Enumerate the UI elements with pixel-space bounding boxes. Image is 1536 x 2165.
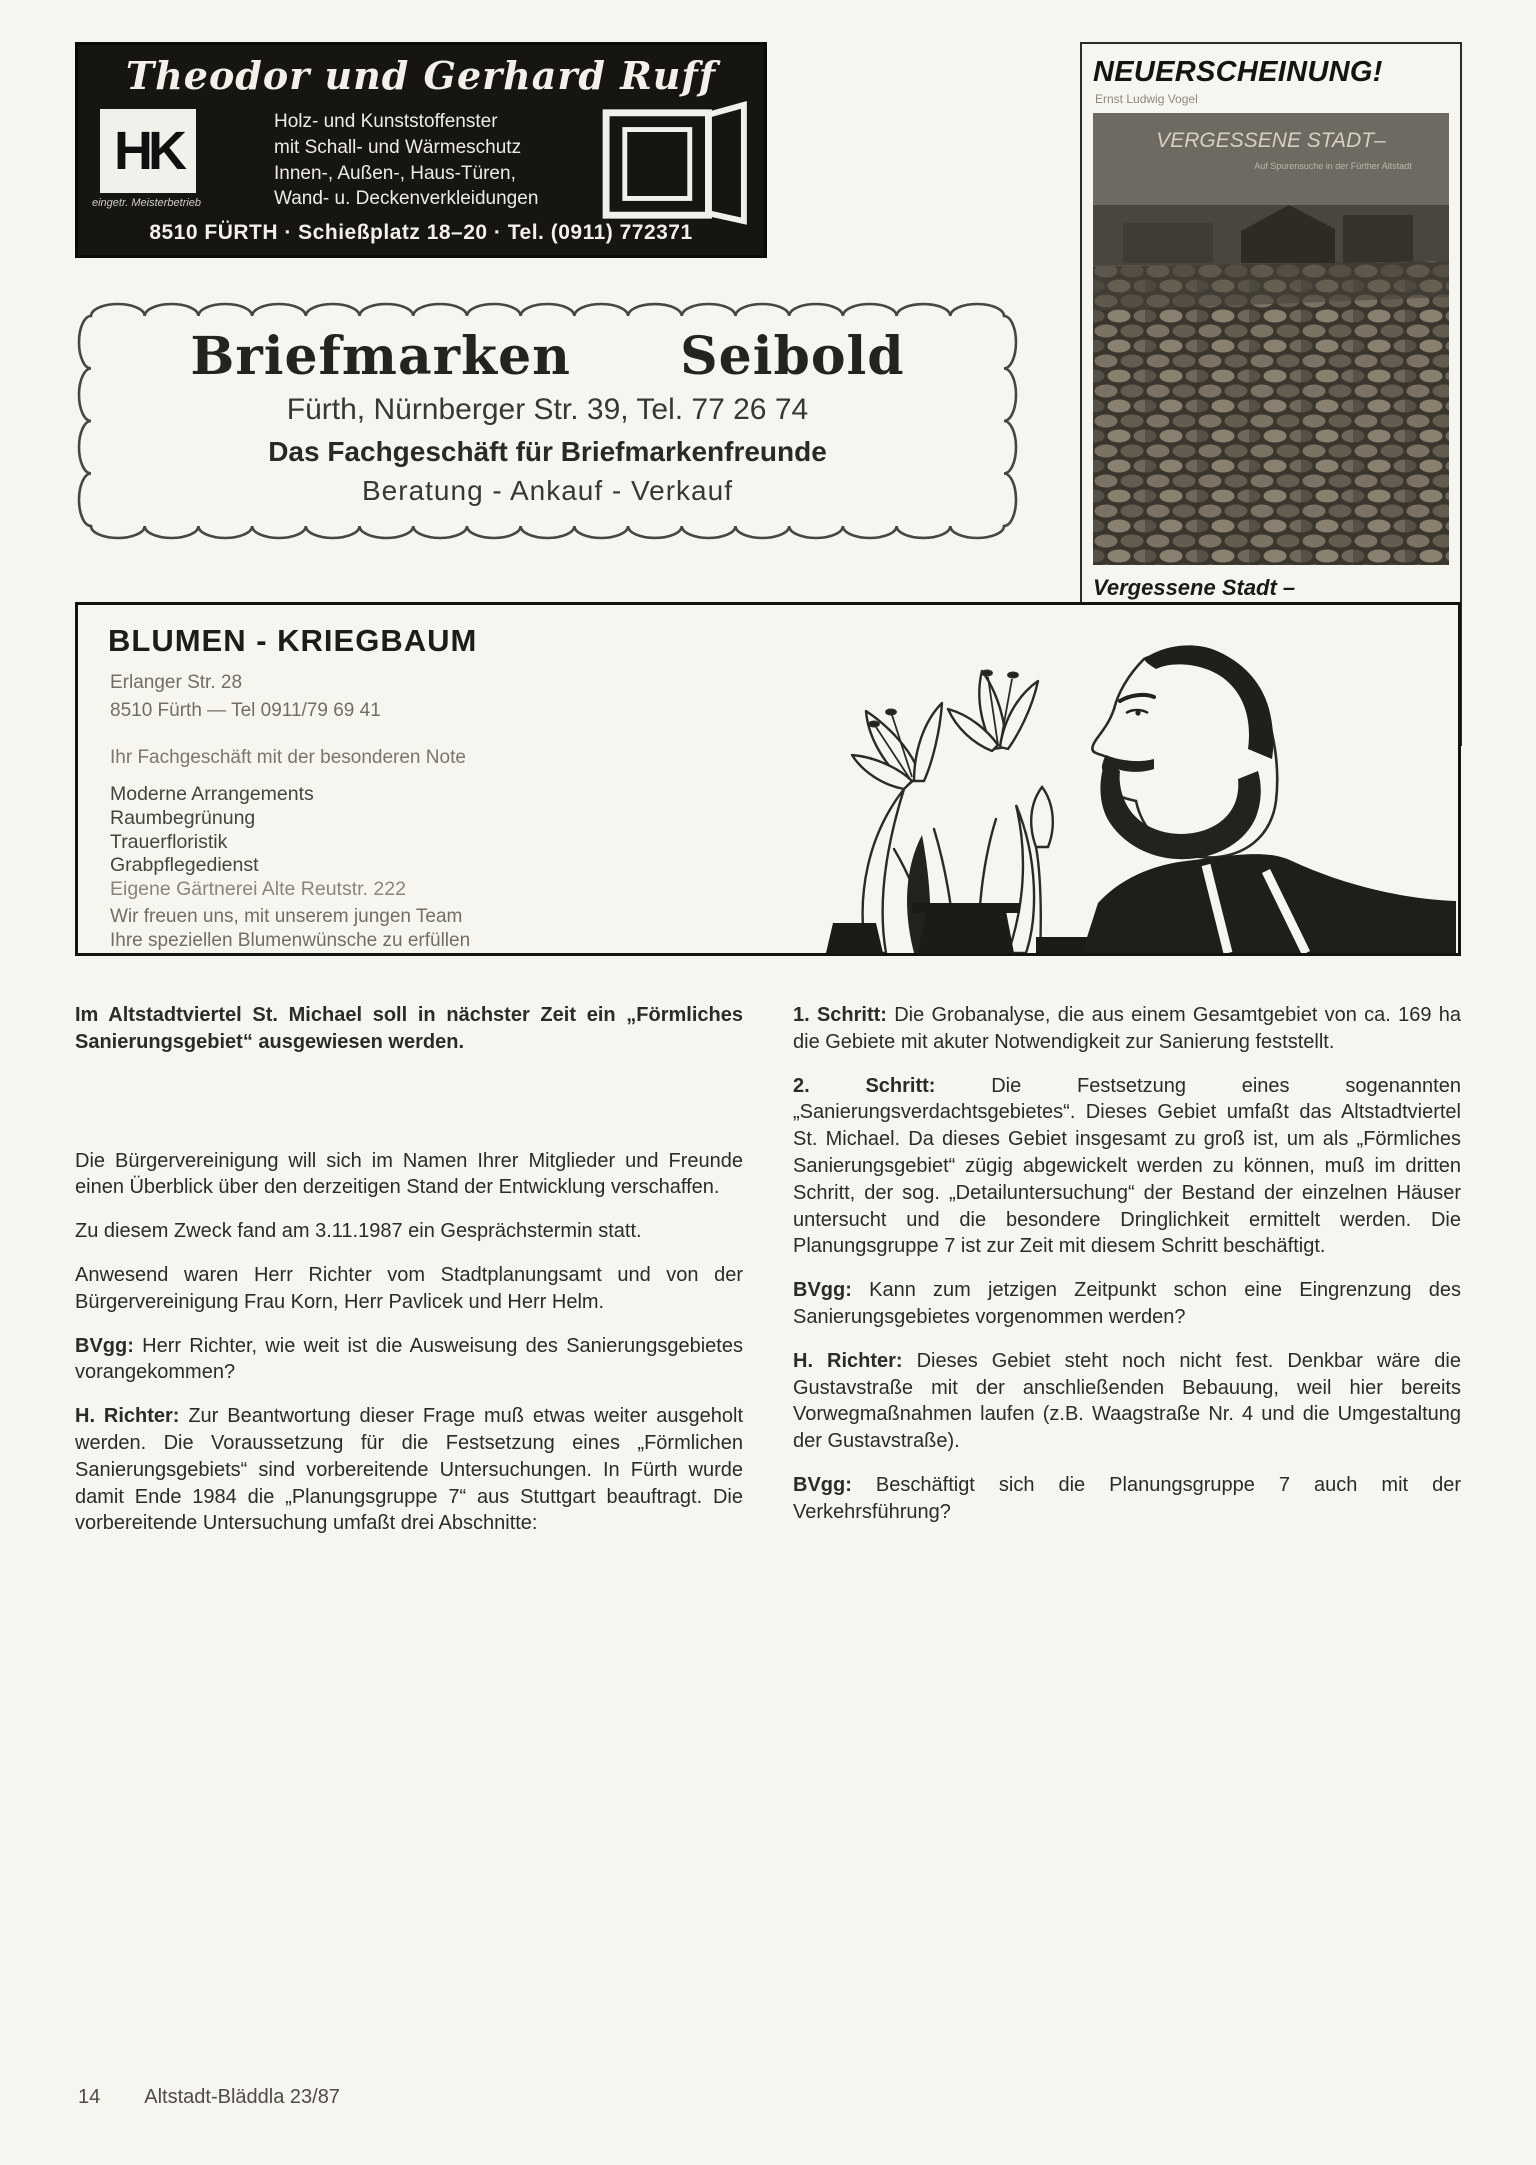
hk-logo (100, 109, 196, 193)
step-label: 1. Schritt: (793, 1004, 887, 1026)
florist-illustration (706, 607, 1456, 953)
cover-title-text: VERGESSENE STADT– (1156, 129, 1386, 152)
speaker-label: H. Richter: (793, 1349, 903, 1372)
kriegbaum-address: Erlanger Str. 28 8510 Fürth — Tel 0911/79 69 41 (110, 672, 381, 721)
kriegbaum-title: BLUMEN - KRIEGBAUM (108, 623, 478, 658)
article-right-column (793, 1002, 1461, 1543)
ruff-line: Wand- u. Deckenverkleidungen (274, 188, 539, 210)
article-left-column (75, 1002, 743, 1554)
service-item: Grabpflegedienst (110, 854, 259, 877)
article-paragraph: Zu diesem Zweck fand am 3.11.1987 ein Gesprächstermin statt. (75, 1220, 642, 1243)
article-paragraph: H. Richter: Zur Beantwortung dieser Frage muß etwas weiter ausgeholt werden. Die Voraussetzung für die Festsetzung eines „Förmlichen Sanierungsgebiets“ sind vorbereitende Untersuchungen. In Fürth wurde damit Ende 1984 die „Planungsgruppe 7“ aus Stuttgart beauftragt. Die vorbereitende Untersuchung umfaßt drei Abschnitte: (75, 1405, 743, 1535)
article-intro: Im Altstadtviertel St. Michael soll in nächster Zeit ein „Förmliches Sanierungsgebiet“ ausgewiesen werden. (75, 1004, 743, 1053)
article-paragraph: BVgg: Beschäftigt sich die Planungsgruppe 7 auch mit der Verkehrsführung? (793, 1473, 1461, 1523)
seibold-address: Fürth, Nürnberger Str. 39, Tel. 77 26 74 (286, 393, 809, 426)
footer-publication: Altstadt-Bläddla 23/87 (144, 2086, 340, 2108)
speaker-label: BVgg: (793, 1279, 852, 1302)
ruff-ad-address: 8510 FÜRTH · Schießplatz 18–20 · Tel. (0911) 772371 (149, 221, 693, 244)
cover-subtitle-text: Auf Spurensuche in der Fürther Altstadt (1254, 161, 1412, 171)
article-paragraph: BVgg: Herr Richter, wie weit ist die Ausweisung des Sanierungsgebietes vorangekommen? (75, 1334, 743, 1384)
seibold-title: Briefmarken Seibold (190, 326, 905, 387)
page-footer (78, 2086, 340, 2109)
speaker-label: BVgg: (793, 1473, 852, 1496)
kriegbaum-tagline: Ihr Fachgeschäft mit der besonderen Note (110, 747, 466, 768)
kriegbaum-advertisement (75, 602, 1461, 956)
hk-logo-caption: eingetr. Meisterbetrieb (92, 197, 202, 209)
book-caption: Vergessene Stadt – (1093, 575, 1296, 600)
article-paragraph: 1. Schritt: Die Grobanalyse, die aus einem Gesamtgebiet von ca. 169 ha die Gebiete mit akuter Notwendigkeit zur Sanierung feststellt. (793, 1004, 1461, 1053)
step-label: 2. Schritt: (793, 1074, 936, 1097)
hk-logo-text: HK (114, 121, 182, 181)
window-icon (600, 101, 750, 227)
ruff-line: Innen-, Außen-, Haus-Türen, (274, 162, 516, 184)
kriegbaum-closing: Wir freuen uns, mit unserem jungen Team Ihre speziellen Blumenwünsche zu erfüllen (110, 906, 471, 951)
neuerscheinung-title: NEUERSCHEINUNG! (1093, 56, 1383, 88)
article-paragraph: BVgg: Kann zum jetzigen Zeitpunkt schon eine Eingrenzung des Sanierungsgebietes vorgenommen werden? (793, 1279, 1461, 1328)
seibold-tagline: Das Fachgeschäft für Briefmarkenfreunde (268, 436, 827, 467)
seibold-stamp-ad (75, 300, 1020, 542)
ruff-ad-title: Theodor und Gerhard Ruff (125, 53, 717, 98)
seibold-ad-content (105, 326, 990, 516)
speaker-label: BVgg: (75, 1334, 134, 1357)
service-item: Raumbegrünung (110, 806, 256, 829)
book-cover-image (1093, 113, 1449, 565)
article-paragraph: 2. Schritt: Die Festsetzung eines sogenannten „Sanierungsverdachtsgebietes“. Dieses Gebiet umfaßt das Altstadtviertel St. Michael. Da dieses Gebiet insgesamt zu groß ist, um als „Förmliches Sanierungsgebiet“ zügig abgewickelt werden zu können, muß im dritten Schritt, der sog. „Detailuntersuchung“ der Bestand der einzelnen Häuser untersucht und die besondere Dringlichkeit ermittelt werden. Die Planungsgruppe 7 ist zur Zeit mit diesem Schritt beschäftigt. (793, 1074, 1461, 1258)
speaker-label: H. Richter: (75, 1405, 180, 1428)
ruff-line: Holz- und Kunststoffenster (274, 111, 498, 132)
ruff-ad-description (274, 109, 538, 212)
seibold-services: Beratung - Ankauf - Verkauf (362, 475, 733, 506)
service-item: Trauerfloristik (110, 830, 228, 853)
article-paragraph: H. Richter: Dieses Gebiet steht noch nicht fest. Denkbar wäre die Gustavstraße mit der anschließenden Bebauung, weil hier bereits Vorwegmaßnahmen laufen (z.B. Waagstraße Nr. 4 und die Umgestaltung der Gustavstraße). (793, 1349, 1461, 1453)
book-author: Ernst Ludwig Vogel (1095, 92, 1198, 106)
service-item: Eigene Gärtnerei Alte Reutstr. 222 (110, 878, 406, 901)
service-item: Moderne Arrangements (110, 783, 314, 805)
kriegbaum-services (110, 783, 406, 902)
ruff-line: mit Schall- und Wärmeschutz (274, 136, 522, 158)
article-paragraph: Die Bürgervereinigung will sich im Namen Ihrer Mitglieder und Freunde einen Überblick über den derzeitigen Stand der Entwicklung verschaffen. (75, 1149, 743, 1199)
article-paragraph: Anwesend waren Herr Richter vom Stadtplanungsamt und von der Bürgervereinigung Frau Korn, Herr Pavlicek und Herr Helm. (75, 1263, 743, 1313)
footer-page-number: 14 (78, 2086, 101, 2108)
ruff-advertisement (75, 42, 767, 258)
